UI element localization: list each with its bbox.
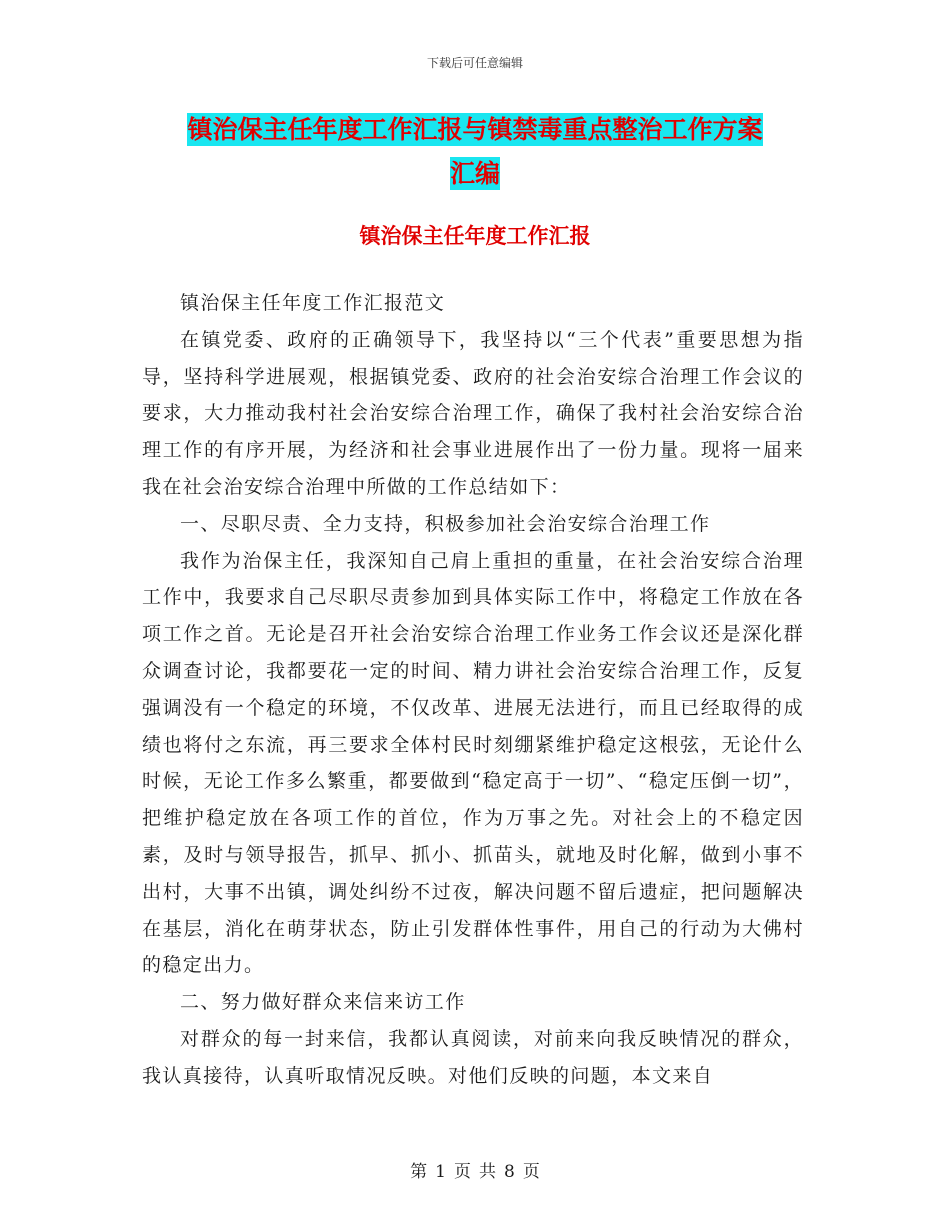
- header-note: 下载后可任意编辑: [426, 56, 523, 70]
- page-label: 第: [410, 1162, 428, 1182]
- paragraph: 对群众的每一封来信，我都认真阅读，对前来向我反映情况的群众，我认真接待，认真听取情况反映。对他们反映的问题，本文来自: [142, 1027, 804, 1087]
- paragraph: 在镇党委、政府的正确领导下，我坚持以“三个代表”重要思想为指导，坚持科学进展观，根据镇党委、政府的社会治安综合治理工作会议的要求，大力推动我村社会治安综合治理工作，确保了我村社会治安综合治理工作的有序开展，为经济和社会事业进展作出了一份力量。现将一届来我在社会治安综合治理中所做的工作总结如下：: [142, 328, 804, 498]
- paragraph: 我作为治保主任，我深知自己肩上重担的重量，在社会治安综合治理工作中，我要求自己尽职尽责参加到具体实际工作中，将稳定工作放在各项工作之首。无论是召开社会治安综合治理工作业务工作会议还是深化群众调查讨论，我都要花一定的时间、精力讲社会治安综合治理工作，反复强调没有一个稳定的环境，不仅改革、进展无法进行，而且已经取得的成绩也将付之东流，再三要求全体村民时刻绷紧维护稳定这根弦，无论什么时候，无论工作多么繁重，都要做到“稳定高于一切”、“稳定压倒一切”，把维护稳定放在各项工作的首位，作为万事之先。对社会上的不稳定因素，及时与领导报告，抓早、抓小、抓苗头，就地及时化解，做到小事不出村，大事不出镇，调处纠纷不过夜，解决问题不留后遗症，把问题解决在基层，消化在萌芽状态，防止引发群体性事件，用自己的行动为大佛村的稳定出力。: [142, 549, 804, 977]
- page-footer: [0, 1157, 950, 1182]
- paragraph-heading: 二、努力做好群众来信来访工作: [180, 991, 466, 1014]
- total-pages: 8: [504, 1162, 515, 1182]
- title-line-1: 镇治保主任年度工作汇报与镇禁毒重点整治工作方案: [187, 115, 763, 144]
- title-line-2: 汇编: [449, 159, 500, 188]
- total-label: 共: [479, 1162, 496, 1182]
- section-title: 镇治保主任年度工作汇报: [359, 223, 591, 248]
- document-body: [142, 285, 804, 1095]
- page-unit: 页: [454, 1162, 471, 1182]
- total-unit: 页: [522, 1162, 540, 1182]
- paragraph: 镇治保主任年度工作汇报范文: [180, 292, 446, 314]
- paragraph-heading: 一、尽职尽责、全力支持，积极参加社会治安综合治理工作: [180, 512, 711, 535]
- page-number: 1: [435, 1162, 446, 1182]
- document-title: [120, 108, 830, 196]
